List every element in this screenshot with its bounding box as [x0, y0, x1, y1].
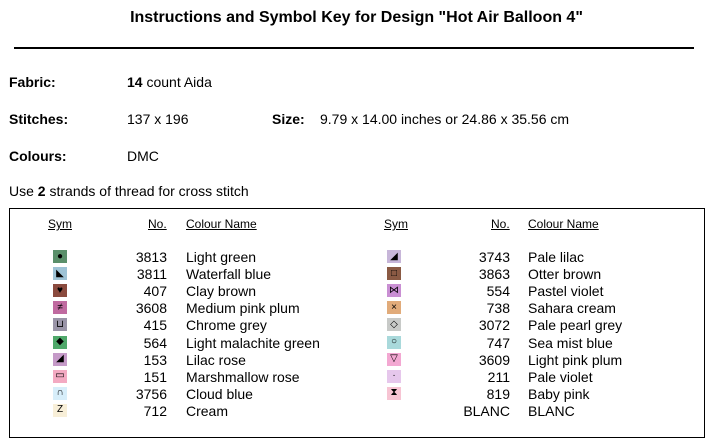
key-row-right	[0, 369, 713, 386]
title-divider	[14, 47, 694, 49]
symbol-swatch: ○	[387, 336, 401, 349]
instruction-post: strands of thread for cross stitch	[45, 183, 249, 199]
colour-name: Pastel violet	[528, 283, 604, 300]
dmc-number: 3608	[135, 300, 167, 317]
colours-label: Colours:	[9, 148, 67, 164]
colour-name: Baby pink	[528, 385, 590, 402]
dmc-number: 819	[486, 385, 510, 402]
dmc-number: 738	[486, 300, 510, 317]
colour-name: BLANC	[528, 402, 575, 419]
dmc-number: 211	[487, 368, 510, 385]
dmc-number: 712	[143, 402, 167, 419]
fabric-type: count Aida	[142, 74, 212, 90]
colour-name: Chrome grey	[186, 317, 267, 334]
symbol-swatch: Z	[53, 404, 67, 417]
dmc-number: BLANC	[463, 402, 510, 419]
symbol-swatch: ⋈	[389, 284, 399, 296]
symbol-swatch: ◆	[53, 336, 67, 349]
key-row-right	[0, 335, 713, 352]
key-row-right	[0, 386, 713, 403]
dmc-number: 153	[143, 351, 167, 368]
colours-value: DMC	[127, 148, 159, 164]
dmc-number: 3072	[478, 317, 510, 334]
key-row-right	[0, 283, 713, 300]
fabric-count: 14	[127, 74, 143, 90]
symbol-swatch: ⧗	[387, 387, 401, 400]
symbol-swatch: ≠	[53, 301, 67, 314]
colour-name: Pale pearl grey	[528, 317, 623, 334]
colour-name: Marshmallow rose	[186, 368, 300, 385]
dmc-number: 3756	[135, 385, 167, 402]
dmc-number: 407	[143, 283, 167, 300]
header-no-left: No.	[148, 217, 167, 231]
key-row-right	[0, 317, 713, 334]
fabric-label: Fabric:	[9, 74, 56, 90]
colour-name: Pale lilac	[528, 249, 585, 265]
dmc-number: 747	[486, 334, 510, 351]
strand-count: 2	[37, 183, 46, 199]
dmc-number: 415	[143, 317, 167, 334]
symbol-swatch: ◢	[53, 353, 67, 366]
dmc-number: 554	[486, 283, 510, 300]
symbol-swatch: ♥	[53, 284, 67, 297]
dmc-number: 3743	[478, 249, 510, 265]
symbol-swatch: ◇	[387, 318, 401, 331]
symbol-swatch: ◢	[387, 250, 401, 263]
colour-name: Cream	[186, 402, 229, 419]
symbol-swatch: ▭	[53, 370, 67, 383]
symbol-swatch	[387, 404, 401, 417]
symbol-swatch: ×	[387, 301, 401, 314]
symbol-swatch: □	[387, 267, 401, 280]
fabric-value	[127, 74, 212, 90]
colour-name: Cloud blue	[186, 385, 253, 402]
colour-name: Waterfall blue	[186, 266, 272, 283]
colour-name: Clay brown	[186, 283, 257, 300]
key-row-right	[0, 300, 713, 317]
symbol-swatch: ◣	[53, 267, 67, 280]
colour-name: Lilac rose	[186, 351, 246, 368]
colour-name: Pale violet	[528, 368, 593, 385]
header-sym-left: Sym	[48, 217, 72, 231]
stitches-label: Stitches:	[9, 111, 69, 127]
colour-name: Otter brown	[528, 266, 602, 283]
header-sym-right: Sym	[384, 217, 408, 231]
page-title: Instructions and Symbol Key for Design "Hot Air Balloon 4"	[130, 9, 583, 26]
colour-name: Light pink plum	[528, 351, 623, 368]
key-row-right	[0, 403, 713, 420]
dmc-number: 564	[143, 334, 167, 351]
colour-name: Medium pink plum	[186, 300, 300, 317]
dmc-number: 3863	[478, 266, 510, 283]
key-row-right	[0, 352, 713, 369]
dmc-number: 3813	[135, 249, 167, 265]
symbol-swatch: ∩	[53, 387, 67, 400]
header-name-right: Colour Name	[528, 217, 599, 231]
dmc-number: 151	[143, 368, 167, 385]
symbol-swatch: ⊔	[53, 318, 67, 331]
symbol-swatch: ·	[387, 370, 401, 383]
size-label: Size:	[272, 111, 305, 127]
dmc-number: 3609	[478, 351, 510, 368]
dmc-number: 3811	[136, 266, 167, 283]
symbol-swatch: ●	[53, 250, 67, 263]
instruction-pre: Use	[9, 183, 38, 199]
key-row-right	[0, 266, 713, 283]
stitches-value: 137 x 196	[127, 111, 189, 127]
instruction-text	[9, 183, 249, 199]
symbol-swatch: ▽	[387, 353, 401, 366]
colour-name: Sahara cream	[528, 300, 616, 317]
header-no-right: No.	[491, 217, 510, 231]
colour-name: Light green	[186, 249, 257, 265]
colour-name: Sea mist blue	[528, 334, 613, 351]
size-value: 9.79 x 14.00 inches or 24.86 x 35.56 cm	[320, 111, 570, 127]
header-name-left: Colour Name	[186, 217, 257, 231]
key-row-right	[0, 249, 713, 266]
colour-name: Light malachite green	[186, 334, 320, 351]
